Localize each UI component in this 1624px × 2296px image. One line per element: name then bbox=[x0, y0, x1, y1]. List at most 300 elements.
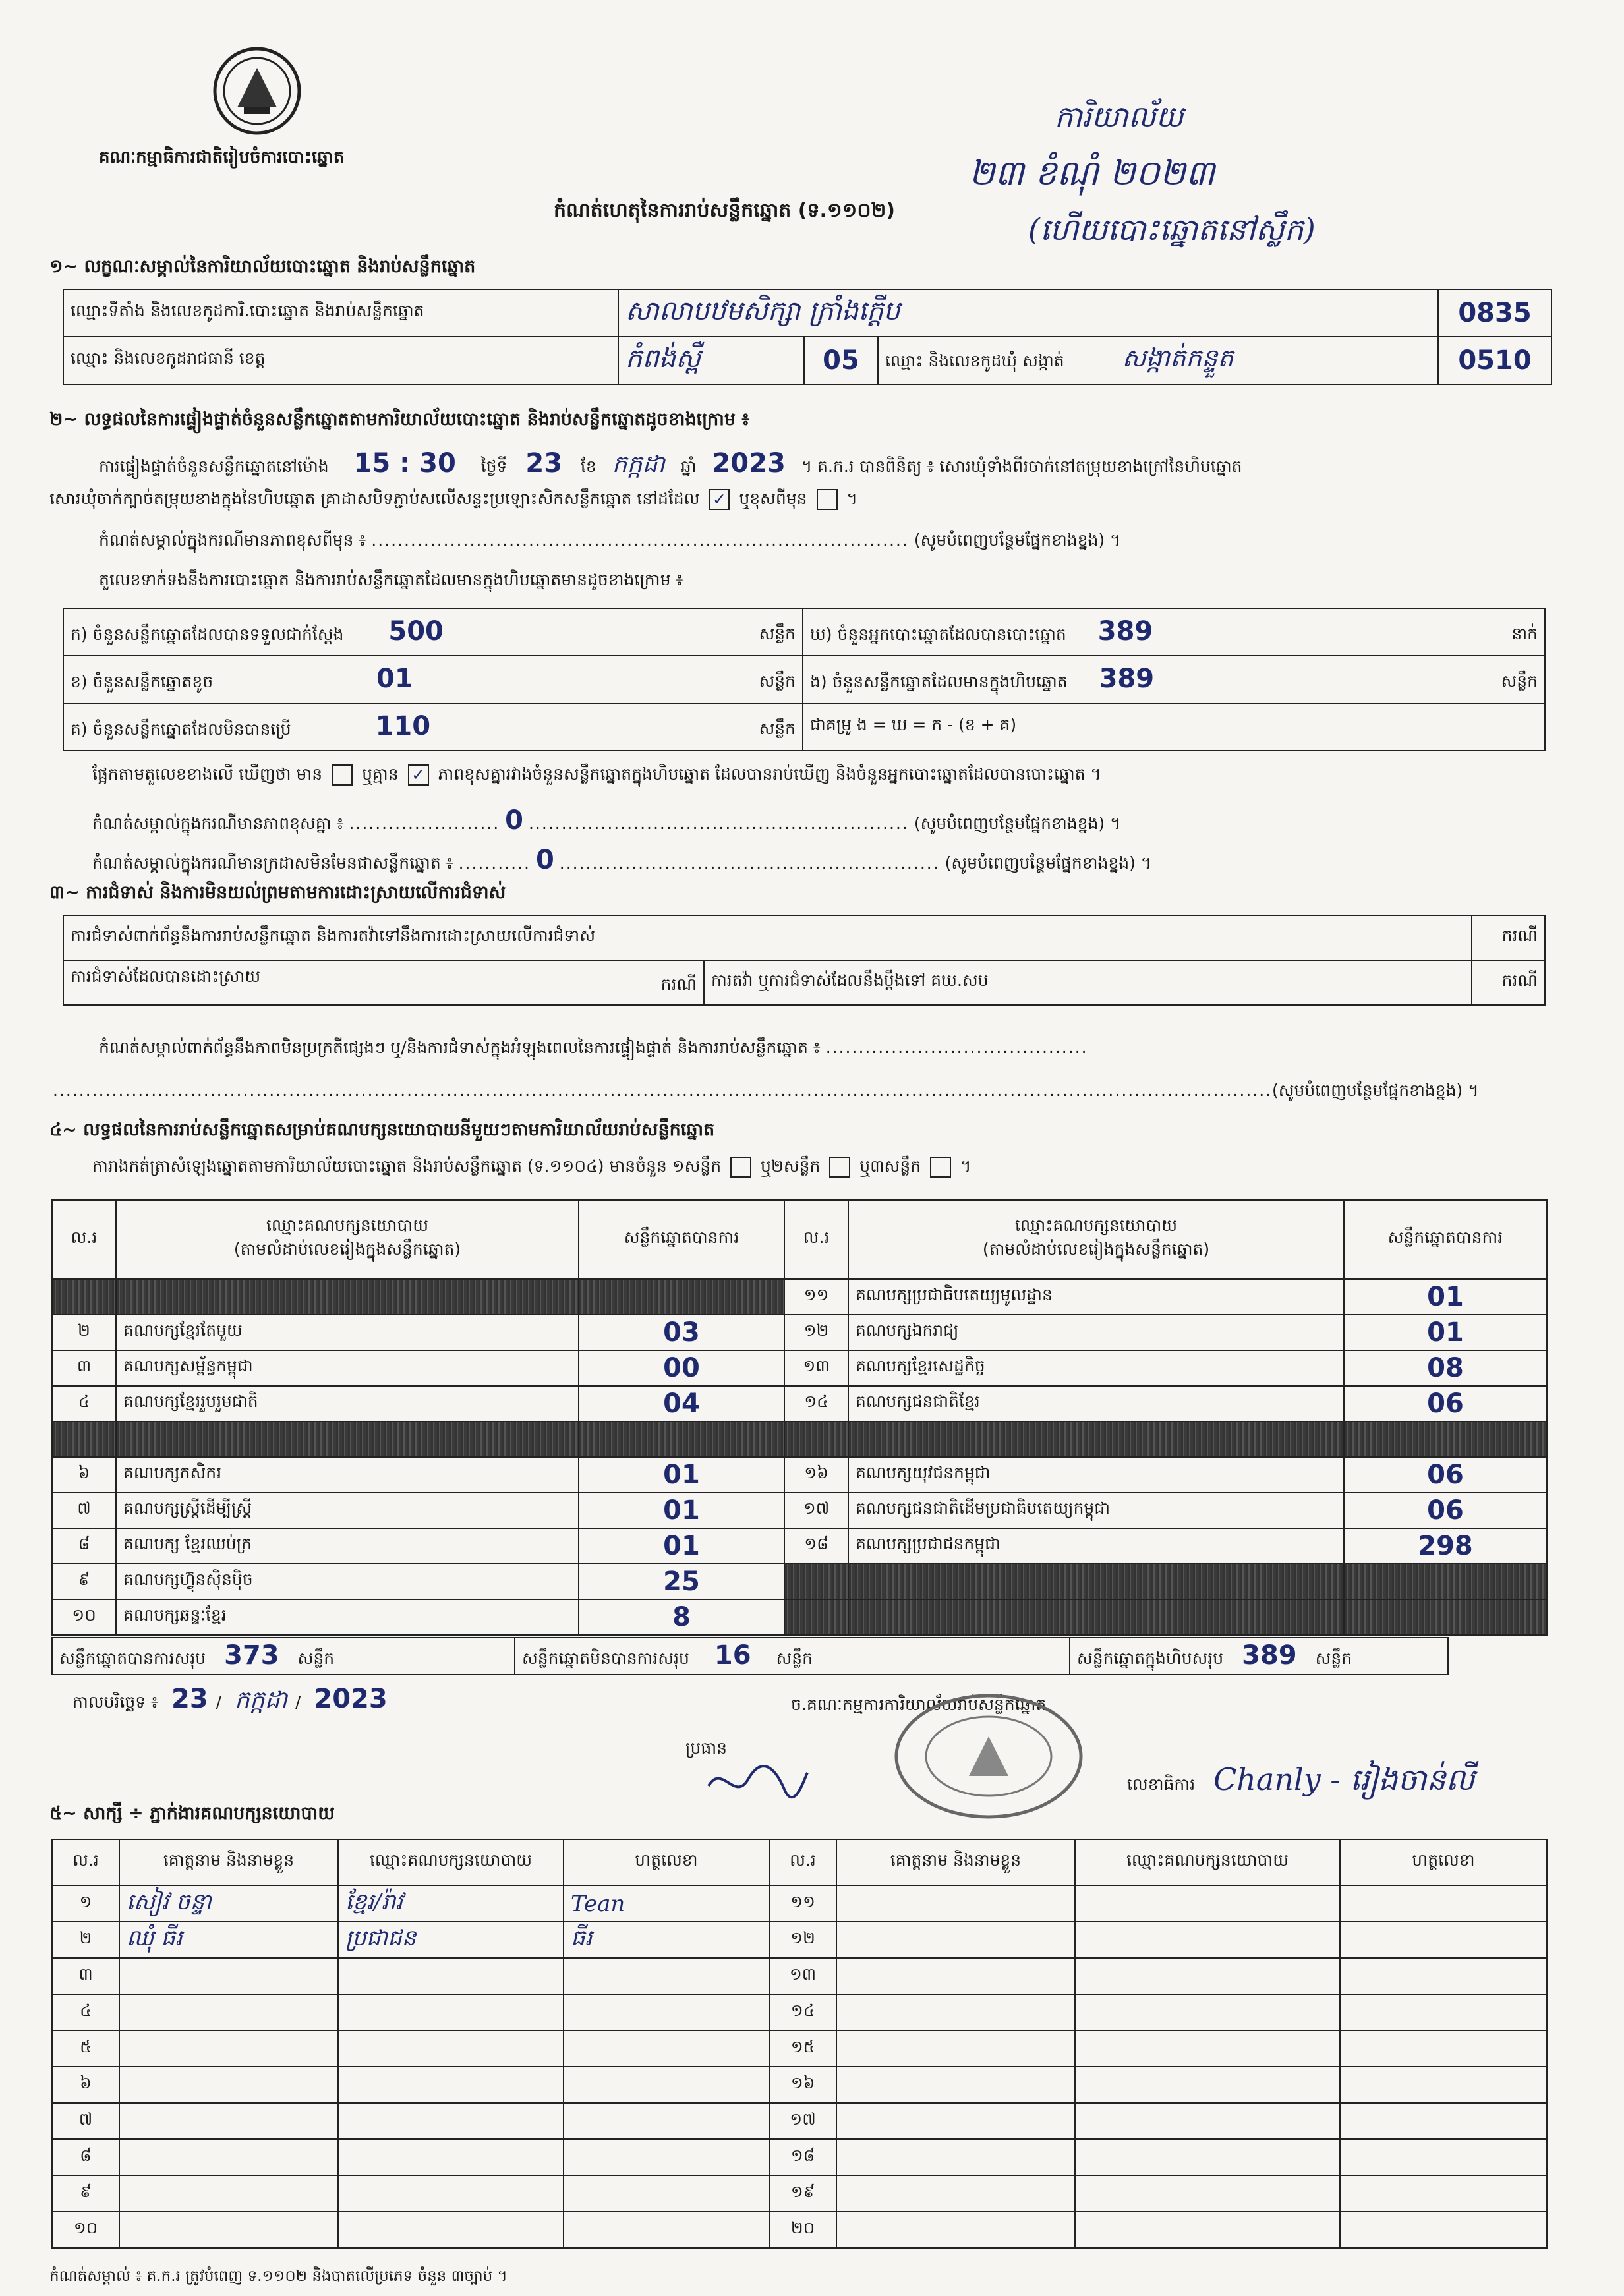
secretary-name: Chanly - រៀងចាន់លី bbox=[1213, 1762, 1475, 1797]
irregularity-label: កំណត់សម្គាល់ពាក់ព័ន្ធនឹងភាពមិនប្រក្រតីផ្សេងៗ ឬ/និងការជំទាស់ក្នុងអំឡុងពេលនៃការផ្ទៀងផ្ទាត់ និងការរាប់សន្លឹកឆ្នោត ៖ bbox=[99, 1038, 821, 1057]
diff-remark-value: 0 bbox=[505, 805, 524, 836]
witness-empty-cell bbox=[1075, 2175, 1340, 2212]
witness-no: ៣ bbox=[52, 1958, 119, 1994]
footer-note: កំណត់សម្គាល់ ៖ គ.ក.រ ត្រូវបំពេញ ទ.១១០២ និងបាតលើប្រភេទ ចំនួន ៣ច្បាប់ ។ bbox=[49, 2268, 508, 2285]
party-votes bbox=[1344, 1599, 1547, 1635]
unit: សន្លឹក bbox=[759, 718, 796, 738]
party-votes: 06 bbox=[1344, 1457, 1547, 1493]
witness-empty-cell bbox=[836, 1994, 1075, 2030]
witness-name bbox=[119, 2030, 338, 2067]
in-box-value: 389 bbox=[1099, 663, 1155, 694]
chair-label: ប្រធាន bbox=[685, 1738, 727, 1758]
verify-line-1 bbox=[99, 448, 1242, 484]
col-party: ឈ្មោះគណបក្សនយោបាយ bbox=[338, 1839, 564, 1885]
party-name: គណបក្សហ៊្វុនស៊ិនប៉ិច bbox=[116, 1564, 579, 1599]
in-box-cell bbox=[803, 656, 1545, 703]
unused-label: គ) ចំនួនសន្លឹកឆ្នោតដែលមិនបានប្រើ bbox=[71, 719, 291, 739]
discrepancy-label: ផ្អែកតាមតួលេខខាងលើ ឃើញថា មាន bbox=[92, 764, 323, 784]
witness-empty-cell bbox=[1075, 2139, 1340, 2175]
party-number: ១២ bbox=[784, 1315, 848, 1350]
witness-name bbox=[119, 1958, 338, 1994]
dotted-line: ........... bbox=[458, 853, 531, 873]
results-header bbox=[52, 1200, 1547, 1279]
witness-empty-cell bbox=[1340, 1958, 1547, 1994]
party-votes: 04 bbox=[579, 1386, 784, 1421]
no-diff-checkbox[interactable]: ✓ bbox=[408, 764, 429, 786]
witness-party bbox=[338, 2103, 564, 2139]
diff-note-line bbox=[99, 531, 1121, 554]
party-name: គណបក្សឯករាជ្យ bbox=[848, 1315, 1344, 1350]
party-votes: 01 bbox=[579, 1528, 784, 1564]
verify-day: 23 bbox=[525, 448, 563, 478]
witness-name bbox=[119, 2139, 338, 2175]
witness-empty-cell bbox=[1340, 2030, 1547, 2067]
col-party-sub: (តាមលំដាប់លេខរៀងក្នុងសន្លឹកឆ្នោត) bbox=[982, 1240, 1210, 1259]
date-label: កាលបរិច្ឆេទ ៖ bbox=[72, 1692, 159, 1711]
witness-empty-cell bbox=[836, 2175, 1075, 2212]
witness-table bbox=[51, 1839, 1548, 2249]
party-name: គណបក្សស្ត្រីដើម្បីស្ត្រី bbox=[116, 1493, 579, 1528]
witness-party bbox=[338, 2030, 564, 2067]
section1-heading: ១~ លក្ខណៈសម្គាល់នៃការិយាល័យបោះឆ្នោត និងរាប់សន្លឹកឆ្នោត bbox=[49, 256, 476, 277]
irregularity-note bbox=[99, 1038, 1088, 1062]
witness-sign bbox=[564, 2103, 769, 2139]
witness-empty-cell bbox=[1340, 2103, 1547, 2139]
record-sheets-line: ការាងកត់ត្រាសំឡេងឆ្នោតតាមការិយាល័យបោះឆ្នោត និងរាប់សន្លឹកឆ្នោត (ទ.១១០៤) មានចំនួន ១សន្លឹក ឬ២សន្លឹក ឬ៣សន្លឹក ។ bbox=[92, 1157, 971, 1180]
resolved-unit: ករណី bbox=[660, 975, 697, 994]
unit: សន្លឹក bbox=[1315, 1648, 1352, 1668]
witness-no: ៤ bbox=[52, 1994, 119, 2030]
witness-sign bbox=[564, 1958, 769, 1994]
witness-name bbox=[119, 2212, 338, 2248]
spoiled-label: ខ) ចំនួនសន្លឹកឆ្នោតខូច bbox=[71, 672, 214, 691]
unused-value: 110 bbox=[375, 710, 431, 741]
party-votes: 25 bbox=[579, 1564, 784, 1599]
witness-no: ៩ bbox=[52, 2175, 119, 2212]
witness-empty-cell bbox=[1075, 2067, 1340, 2103]
handwritten-note-3: (ហើយបោះឆ្នោតនៅស្លឹក) bbox=[1028, 212, 1316, 247]
diff-remark-label: កំណត់សម្គាល់ក្នុងករណីមានភាពខុសគ្នា ៖ bbox=[92, 814, 344, 833]
witness-empty-cell bbox=[836, 2103, 1075, 2139]
witness-empty-cell bbox=[1075, 2212, 1340, 2248]
party-votes: 01 bbox=[579, 1493, 784, 1528]
party-number bbox=[784, 1599, 848, 1635]
party-number: ៧ bbox=[52, 1493, 116, 1528]
party-number bbox=[52, 1279, 116, 1315]
section2-heading: ២~ លទ្ធផលនៃការផ្ទៀងផ្ទាត់ចំនួនសន្លឹកឆ្នោតតាមការិយាល័យបោះឆ្នោត និងរាប់សន្លឹកឆ្នោតដូចខាងក្រោម ៖ bbox=[49, 409, 750, 430]
witness-empty-cell bbox=[1340, 2139, 1547, 2175]
verify-time: 15 : 30 bbox=[353, 448, 456, 478]
witness-sign bbox=[564, 2030, 769, 2067]
witness-no: ១៨ bbox=[769, 2139, 836, 2175]
witness-empty-cell bbox=[1340, 2175, 1547, 2212]
col-name: គោត្តនាម និងនាមខ្លួន bbox=[119, 1839, 338, 1885]
witness-party: ខ្មែរ/រ៉ាវ bbox=[338, 1885, 564, 1922]
witness-empty-cell bbox=[1075, 1885, 1340, 1922]
has-diff-checkbox[interactable] bbox=[332, 764, 353, 786]
col-votes: សន្លឹកឆ្នោតបានការ bbox=[579, 1200, 784, 1279]
party-number: ១៨ bbox=[784, 1528, 848, 1564]
witness-row bbox=[52, 2175, 1547, 2212]
party-votes: 00 bbox=[579, 1350, 784, 1386]
witness-empty-cell bbox=[836, 1922, 1075, 1958]
col-party bbox=[116, 1200, 579, 1279]
witness-no: ២០ bbox=[769, 2212, 836, 2248]
results-row bbox=[52, 1315, 1547, 1350]
irregularity-hint: (សូមបំពេញបន្ថែមផ្នែកខាងខ្នង) ។ bbox=[1272, 1081, 1479, 1100]
witness-party: ប្រជាជន bbox=[338, 1922, 564, 1958]
results-row bbox=[52, 1564, 1547, 1599]
witness-no: ១៩ bbox=[769, 2175, 836, 2212]
witness-empty-cell bbox=[836, 2067, 1075, 2103]
diff-remark-line bbox=[92, 805, 1121, 838]
witness-name: ឈុំ ធីរ bbox=[119, 1922, 338, 1958]
party-votes bbox=[1344, 1421, 1547, 1457]
date-day: 23 bbox=[171, 1684, 208, 1714]
witness-header bbox=[52, 1839, 1547, 1885]
dotted-line: ........................................ bbox=[825, 1038, 1088, 1057]
col-no: ល.រ bbox=[52, 1200, 116, 1279]
party-votes: 03 bbox=[579, 1315, 784, 1350]
witness-no: ៧ bbox=[52, 2103, 119, 2139]
witness-row bbox=[52, 2103, 1547, 2139]
witness-name bbox=[119, 2175, 338, 2212]
party-votes: 01 bbox=[1344, 1315, 1547, 1350]
witness-row bbox=[52, 2139, 1547, 2175]
party-votes: 08 bbox=[1344, 1350, 1547, 1386]
dotted-line: .................................................................................. bbox=[371, 531, 909, 550]
party-votes: 06 bbox=[1344, 1493, 1547, 1528]
witness-empty-cell bbox=[1075, 2103, 1340, 2139]
received-label: ក) ចំនួនសន្លឹកឆ្នោតដែលបានទទួលជាក់ស្ដែង bbox=[71, 624, 344, 644]
witness-party bbox=[338, 2139, 564, 2175]
party-votes: 01 bbox=[1344, 1279, 1547, 1315]
col-party-label: ឈ្មោះគណបក្សនយោបាយ bbox=[266, 1216, 429, 1235]
col-party bbox=[848, 1200, 1344, 1279]
discrepancy-text: ភាពខុសគ្នារវាងចំនួនសន្លឹកឆ្នោតក្នុងហិបឆ្នោត ដែលបានរាប់ឃើញ និងចំនួនអ្នកបោះឆ្នោតដែលបានបោះឆ្នោត ។ bbox=[438, 764, 1102, 784]
witness-empty-cell bbox=[1340, 1922, 1547, 1958]
one-sheet-checkbox[interactable] bbox=[730, 1157, 751, 1178]
witness-sign bbox=[564, 2175, 769, 2212]
party-number bbox=[784, 1564, 848, 1599]
witness-empty-cell bbox=[1340, 2067, 1547, 2103]
witness-sign bbox=[564, 2067, 769, 2103]
date-year: 2023 bbox=[314, 1684, 388, 1714]
party-number: ៤ bbox=[52, 1386, 116, 1421]
witness-name bbox=[119, 2067, 338, 2103]
col-party-sub: (តាមលំដាប់លេខរៀងក្នុងសន្លឹកឆ្នោត) bbox=[233, 1240, 461, 1259]
witness-no: ១៣ bbox=[769, 1958, 836, 1994]
diff-note-hint: (សូមបំពេញបន្ថែមផ្នែកខាងខ្នង) ។ bbox=[914, 531, 1121, 550]
party-number: ១៣ bbox=[784, 1350, 848, 1386]
witness-no: ១០ bbox=[52, 2212, 119, 2248]
total-valid-label: សន្លឹកឆ្នោតបានការសរុប bbox=[59, 1648, 206, 1668]
figures-intro: តួលេខទាក់ទងនឹងការបោះឆ្នោត និងការរាប់សន្លឹកឆ្នោតដែលមានក្នុងហិបឆ្នោតមានដូចខាងក្រោម ៖ bbox=[99, 570, 683, 589]
unit: សន្លឹក bbox=[297, 1648, 335, 1668]
party-name bbox=[848, 1599, 1344, 1635]
party-name: គណបក្សជនជាតិដើមប្រជាធិបតេយ្យកម្ពុជា bbox=[848, 1493, 1344, 1528]
total-box-cell bbox=[1070, 1638, 1448, 1675]
unit: សន្លឹក bbox=[1501, 671, 1538, 691]
party-votes: 06 bbox=[1344, 1386, 1547, 1421]
commune-code: 0510 bbox=[1438, 337, 1552, 384]
signing-date: កាលបរិច្ឆេទ ៖ 23 / កក្កដា / 2023 bbox=[72, 1684, 388, 1714]
witness-sign: ធីរ bbox=[564, 1922, 769, 1958]
witness-no: ១៦ bbox=[769, 2067, 836, 2103]
nec-logo bbox=[211, 45, 303, 137]
verify-month: កក្កដា bbox=[612, 451, 665, 478]
appeal-label: ការតវ៉ា ឬការជំទាស់ដែលនឹងប្ដឹងទៅ គឃ.សប bbox=[704, 960, 1472, 1005]
party-votes bbox=[1344, 1564, 1547, 1599]
resolved-label: ការជំទាស់ដែលបានដោះស្រាយ bbox=[71, 967, 261, 986]
witness-no: ១១ bbox=[769, 1885, 836, 1922]
total-valid: 373 bbox=[224, 1640, 279, 1671]
committee-signature-title: ច.គណៈកម្មការការិយាល័យរាប់សន្លឹកឆ្នោត bbox=[791, 1695, 1047, 1714]
col-no: ល.រ bbox=[784, 1200, 848, 1279]
changed-checkbox[interactable] bbox=[817, 489, 838, 510]
three-sheets-checkbox[interactable] bbox=[930, 1157, 951, 1178]
received-cell bbox=[63, 608, 803, 656]
spoiled-value: 01 bbox=[376, 663, 413, 694]
party-name bbox=[848, 1564, 1344, 1599]
witness-empty-cell bbox=[836, 2030, 1075, 2067]
verify-year-label: ឆ្នាំ bbox=[680, 457, 697, 476]
witness-party bbox=[338, 1994, 564, 2030]
extra-paper-hint: (សូមបំពេញបន្ថែមផ្នែកខាងខ្នង) ។ bbox=[944, 853, 1152, 873]
verify-month-label: ខែ bbox=[581, 457, 596, 476]
verify-day-label: ថ្ងៃទី bbox=[480, 457, 508, 476]
witness-name: សៀវ ចន្ទា bbox=[119, 1885, 338, 1922]
voters-value: 389 bbox=[1097, 616, 1153, 646]
section4-heading: ៤~ លទ្ធផលនៃការរាប់សន្លឹកឆ្នោតសម្រាប់គណបក្សនយោបាយនីមួយៗតាមការិយាល័យរាប់សន្លឹកឆ្នោត bbox=[49, 1120, 715, 1140]
changed-label: ឬខុសពីមុន bbox=[739, 489, 807, 508]
col-name: គោត្តនាម និងនាមខ្លួន bbox=[836, 1839, 1075, 1885]
total-invalid-cell bbox=[515, 1638, 1070, 1675]
party-number: ១០ bbox=[52, 1599, 116, 1635]
extra-paper-label: កំណត់សម្គាល់ក្នុងករណីមានក្រដាសមិនមែនជាសន្លឹកឆ្នោត ៖ bbox=[92, 853, 453, 873]
handwritten-note-1: ការិយាល័យ bbox=[1055, 100, 1184, 134]
dotted-line: .......................................................... bbox=[528, 814, 909, 833]
province-label: ឈ្មោះ និងលេខកូដរាជធានី ខេត្ត bbox=[63, 337, 618, 384]
party-number: ៨ bbox=[52, 1528, 116, 1564]
resolved-cell bbox=[63, 960, 704, 1005]
col-sign: ហត្ថលេខា bbox=[564, 1839, 769, 1885]
witness-empty-cell bbox=[836, 1958, 1075, 1994]
party-number bbox=[52, 1421, 116, 1457]
witness-empty-cell bbox=[1340, 2212, 1547, 2248]
party-number: ១៤ bbox=[784, 1386, 848, 1421]
party-votes bbox=[579, 1421, 784, 1457]
dotted-line: ....................... bbox=[349, 814, 500, 833]
witness-sign bbox=[564, 2139, 769, 2175]
witness-no: ១៧ bbox=[769, 2103, 836, 2139]
date-month: កក្កដា bbox=[235, 1686, 288, 1713]
extra-paper-value: 0 bbox=[535, 845, 554, 875]
witness-no: ៥ bbox=[52, 2030, 119, 2067]
unit: សន្លឹក bbox=[759, 623, 796, 643]
official-stamp bbox=[890, 1690, 1088, 1822]
witness-no: ១៥ bbox=[769, 2030, 836, 2067]
same-checkbox[interactable]: ✓ bbox=[709, 489, 730, 510]
unit: នាក់ bbox=[1511, 623, 1538, 643]
dotted-line: .......................................................... bbox=[559, 853, 940, 873]
unit: សន្លឹក bbox=[776, 1648, 813, 1668]
party-name: គណបក្សប្រជាធិបតេយ្យមូលដ្ឋាន bbox=[848, 1279, 1344, 1315]
committee-name: គណៈកម្មាធិការជាតិរៀបចំការបោះឆ្នោត bbox=[99, 148, 345, 167]
party-votes: 298 bbox=[1344, 1528, 1547, 1564]
witness-empty-cell bbox=[1075, 1958, 1340, 1994]
witness-party bbox=[338, 2212, 564, 2248]
witness-row bbox=[52, 1885, 1547, 1922]
party-number: ១៦ bbox=[784, 1457, 848, 1493]
witness-no: ១៤ bbox=[769, 1994, 836, 2030]
witness-sign bbox=[564, 2212, 769, 2248]
spoiled-cell bbox=[63, 656, 803, 703]
three-sheets-label: ឬ៣សន្លឹក bbox=[859, 1157, 921, 1176]
witness-empty-cell bbox=[1340, 1885, 1547, 1922]
diff-remark-hint: (សូមបំពេញបន្ថែមផ្នែកខាងខ្នង) ។ bbox=[914, 814, 1121, 833]
party-name: គណបក្សជនជាតិខ្មែរ bbox=[848, 1386, 1344, 1421]
no-diff-label: ឬគ្មាន bbox=[362, 764, 399, 784]
witness-empty-cell bbox=[1075, 1994, 1340, 2030]
results-row bbox=[52, 1457, 1547, 1493]
witness-row bbox=[52, 2030, 1547, 2067]
witness-row bbox=[52, 1958, 1547, 1994]
witness-row bbox=[52, 2212, 1547, 2248]
party-name: គណបក្សខ្មែរសេដ្ឋកិច្ច bbox=[848, 1350, 1344, 1386]
province-code: 05 bbox=[804, 337, 878, 384]
station-label: ឈ្មោះទីតាំង និងលេខកូដការិ.បោះឆ្នោត និងរាប់សន្លឹកឆ្នោត bbox=[63, 289, 618, 337]
witness-empty-cell bbox=[836, 1885, 1075, 1922]
verify-line-2: សោរឃុំចាក់ក្បាច់តម្រុយខាងក្នុងនៃហិបឆ្នោត គ្រាដាសបិទភ្ជាប់សលើសន្ទះប្រឡោះសិកសន្លឹកឆ្នោត នៅដដែល ✓ ឬខុសពីមុន ។ bbox=[49, 489, 857, 509]
secretary-title: លេខាធិការ bbox=[1127, 1775, 1196, 1794]
discrepancy-line bbox=[92, 764, 1101, 788]
unit: សន្លឹក bbox=[759, 671, 796, 691]
section5-heading: ៥~ សាក្សី ÷ ភ្នាក់ងារគណបក្សនយោបាយ bbox=[49, 1803, 335, 1823]
party-name: គណបក្សឆន្ទៈខ្មែរ bbox=[116, 1599, 579, 1635]
station-code: 0835 bbox=[1438, 289, 1552, 337]
witness-no: ២ bbox=[52, 1922, 119, 1958]
witness-no: ១២ bbox=[769, 1922, 836, 1958]
total-box-label: សន្លឹកឆ្នោតក្នុងហិបសរុប bbox=[1077, 1648, 1224, 1668]
results-row bbox=[52, 1599, 1547, 1635]
party-votes bbox=[579, 1279, 784, 1315]
verify-time-label: ការផ្ទៀងផ្ទាត់ចំនួនសន្លឹកឆ្នោតនៅម៉ោង bbox=[99, 457, 329, 476]
witness-no: ៦ bbox=[52, 2067, 119, 2103]
party-number: ១៧ bbox=[784, 1493, 848, 1528]
party-name bbox=[848, 1421, 1344, 1457]
witness-party bbox=[338, 2067, 564, 2103]
witness-row bbox=[52, 1994, 1547, 2030]
province-value: កំពង់ស្ពឺ bbox=[618, 337, 804, 384]
results-row bbox=[52, 1528, 1547, 1564]
received-value: 500 bbox=[388, 616, 444, 646]
total-invalid-label: សន្លឹកឆ្នោតមិនបានការសរុប bbox=[522, 1648, 689, 1668]
voters-cell bbox=[803, 608, 1545, 656]
objections-table bbox=[63, 915, 1546, 1006]
party-name: គណបក្សកសិករ bbox=[116, 1457, 579, 1493]
party-name: គណបក្សប្រជាជនកម្ពុជា bbox=[848, 1528, 1344, 1564]
party-number: ១១ bbox=[784, 1279, 848, 1315]
col-sign: ហត្ថលេខា bbox=[1340, 1839, 1547, 1885]
results-row bbox=[52, 1350, 1547, 1386]
commune-cell bbox=[878, 337, 1438, 384]
results-row bbox=[52, 1493, 1547, 1528]
section1-table bbox=[63, 289, 1552, 385]
party-votes: 8 bbox=[579, 1599, 784, 1635]
results-row bbox=[52, 1279, 1547, 1315]
witness-party bbox=[338, 1958, 564, 1994]
witness-name bbox=[119, 1994, 338, 2030]
col-no: ល.រ bbox=[52, 1839, 119, 1885]
two-sheets-checkbox[interactable] bbox=[829, 1157, 850, 1178]
formula: ជាគម្រូ ង = ឃ = ក - (ខ + គ) bbox=[803, 703, 1545, 751]
secretary-label bbox=[1127, 1761, 1474, 1805]
witness-row bbox=[52, 1922, 1547, 1958]
witness-name bbox=[119, 2103, 338, 2139]
witness-sign: Tean bbox=[564, 1885, 769, 1922]
totals-table bbox=[51, 1637, 1449, 1675]
commune-value: សង្កាត់កន្ទួត bbox=[1122, 343, 1234, 372]
figures-table bbox=[63, 608, 1546, 751]
col-votes: សន្លឹកឆ្នោតបានការ bbox=[1344, 1200, 1547, 1279]
witness-party bbox=[338, 2175, 564, 2212]
total-invalid: 16 bbox=[714, 1640, 751, 1671]
verify-text: ។ គ.ក.រ បានពិនិត្យ ៖ សោរឃុំទាំងពីរចាក់នៅតម្រុយខាងក្រៅនៃហិបឆ្នោត bbox=[801, 457, 1242, 476]
party-name bbox=[116, 1279, 579, 1315]
witness-no: ១ bbox=[52, 1885, 119, 1922]
party-number: ៩ bbox=[52, 1564, 116, 1599]
station-value: សាលាបឋមសិក្សា ក្រាំងក្ដើប bbox=[618, 289, 1438, 337]
extra-paper-line bbox=[92, 845, 1151, 877]
section3-heading: ៣~ ការជំទាស់ និងការមិនយល់ព្រមតាមការដោះស្រាយលើការជំទាស់ bbox=[49, 882, 506, 903]
two-sheets-label: ឬ២សន្លឹក bbox=[761, 1157, 821, 1176]
party-number: ២ bbox=[52, 1315, 116, 1350]
col-party: ឈ្មោះគណបក្សនយោបាយ bbox=[1075, 1839, 1340, 1885]
party-number: ៦ bbox=[52, 1457, 116, 1493]
party-name: គណបក្សខ្មែរតែមួយ bbox=[116, 1315, 579, 1350]
witness-empty-cell bbox=[1340, 1994, 1547, 2030]
unused-cell bbox=[63, 703, 803, 751]
appeal-unit: ករណី bbox=[1472, 960, 1545, 1005]
party-number: ៣ bbox=[52, 1350, 116, 1386]
objection-unit: ករណី bbox=[1472, 915, 1545, 960]
total-valid-cell bbox=[52, 1638, 515, 1675]
party-name: គណបក្ស ខ្មែរឈប់ក្រ bbox=[116, 1528, 579, 1564]
total-box: 389 bbox=[1242, 1640, 1297, 1671]
party-name: គណបក្សយុវជនកម្ពុជា bbox=[848, 1457, 1344, 1493]
voters-label: ឃ) ចំនួនអ្នកបោះឆ្នោតដែលបានបោះឆ្នោត bbox=[810, 624, 1066, 644]
witness-empty-cell bbox=[1075, 2030, 1340, 2067]
commune-label: ឈ្មោះ និងលេខកូដឃុំ សង្កាត់ bbox=[885, 351, 1064, 370]
seal-text: សោរឃុំចាក់ក្បាច់តម្រុយខាងក្នុងនៃហិបឆ្នោត គ្រាដាសបិទភ្ជាប់សលើសន្ទះប្រឡោះសិកសន្លឹកឆ្នោត នៅដដែល bbox=[49, 489, 700, 508]
witness-empty-cell bbox=[1075, 1922, 1340, 1958]
party-name: គណបក្សសម្ព័ន្ធកម្ពុជា bbox=[116, 1350, 579, 1386]
chair-signature bbox=[705, 1760, 811, 1806]
results-table bbox=[51, 1199, 1548, 1636]
witness-sign bbox=[564, 1994, 769, 2030]
objection-row-label: ការជំទាស់ពាក់ព័ន្ធនឹងការរាប់សន្លឹកឆ្នោត និងការតវ៉ាទៅនឹងការដោះស្រាយលើការជំទាស់ bbox=[63, 915, 1472, 960]
witness-empty-cell bbox=[836, 2139, 1075, 2175]
party-name bbox=[116, 1421, 579, 1457]
irregularity-dots: ............................................................................................................................................................................................. bbox=[53, 1081, 1292, 1100]
party-number bbox=[784, 1421, 848, 1457]
col-no: ល.រ bbox=[769, 1839, 836, 1885]
handwritten-note-2: ២៣ ខំណុំ ២០២៣ bbox=[969, 154, 1215, 193]
witness-row bbox=[52, 2067, 1547, 2103]
witness-empty-cell bbox=[836, 2212, 1075, 2248]
party-name: គណបក្សខ្មែររួបរួមជាតិ bbox=[116, 1386, 579, 1421]
